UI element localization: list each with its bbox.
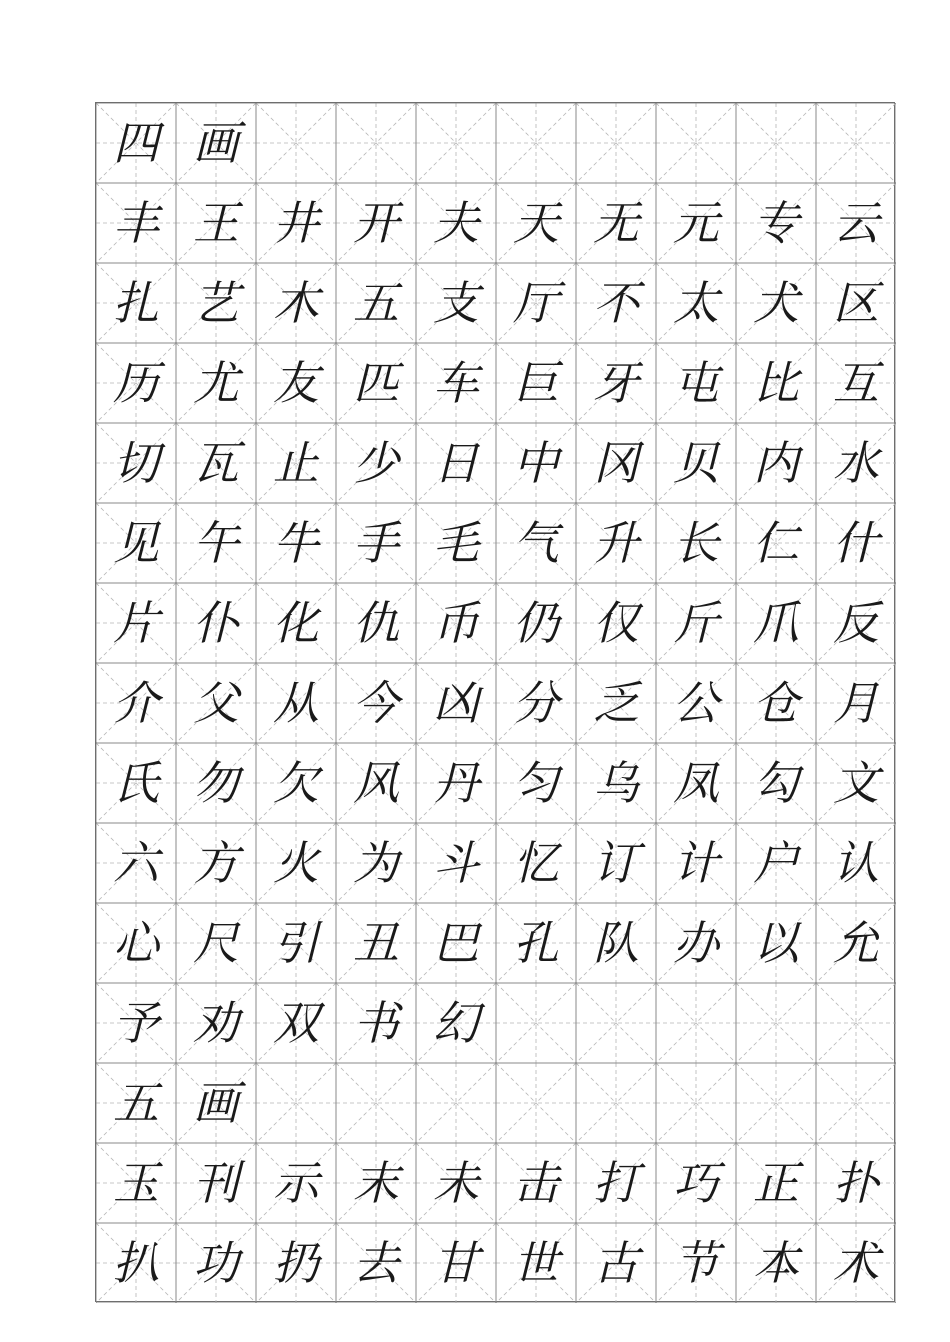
character-cell: 太 xyxy=(673,276,719,330)
character-cell: 长 xyxy=(673,516,719,570)
character-cell: 幻 xyxy=(433,996,479,1050)
character-cell: 切 xyxy=(113,436,159,490)
character-cell: 扒 xyxy=(113,1236,159,1290)
character-cell: 不 xyxy=(593,276,639,330)
character-cell: 扎 xyxy=(113,276,159,330)
character-cell: 仍 xyxy=(513,596,559,650)
character-cell: 日 xyxy=(433,436,479,490)
character-cell: 巧 xyxy=(673,1156,719,1210)
character-cell: 正 xyxy=(753,1156,799,1210)
character-cell: 匀 xyxy=(513,756,559,810)
character-cell: 区 xyxy=(833,276,879,330)
character-cell: 斤 xyxy=(673,596,719,650)
character-cell: 水 xyxy=(833,436,879,490)
character-cell: 功 xyxy=(193,1236,239,1290)
character-cell: 车 xyxy=(433,356,479,410)
character-cell: 云 xyxy=(833,196,879,250)
character-row xyxy=(96,183,896,263)
character-cell: 队 xyxy=(593,916,639,970)
character-cell: 王 xyxy=(193,196,239,250)
character-row xyxy=(96,983,896,1063)
character-cell: 仁 xyxy=(753,516,799,570)
character-cell: 击 xyxy=(513,1156,559,1210)
character-cell: 天 xyxy=(513,196,559,250)
character-cell: 以 xyxy=(753,916,799,970)
character-cell: 引 xyxy=(273,916,319,970)
character-cell: 介 xyxy=(113,676,159,730)
character-cell: 五 xyxy=(113,1076,159,1130)
character-cell: 乌 xyxy=(593,756,639,810)
character-row xyxy=(96,1063,896,1143)
character-cell: 术 xyxy=(833,1236,879,1290)
character-cell: 历 xyxy=(113,356,159,410)
character-cell: 计 xyxy=(673,836,719,890)
character-cell: 公 xyxy=(673,676,719,730)
character-cell: 火 xyxy=(273,836,319,890)
character-cell: 画 xyxy=(193,116,239,170)
character-cell: 牛 xyxy=(273,516,319,570)
character-cell: 币 xyxy=(433,596,479,650)
character-cell: 冈 xyxy=(593,436,639,490)
character-cell: 无 xyxy=(593,196,639,250)
character-cell: 斗 xyxy=(433,836,479,890)
character-row xyxy=(96,263,896,343)
character-row xyxy=(96,743,896,823)
character-cell: 双 xyxy=(273,996,319,1050)
character-row xyxy=(96,1143,896,1223)
calligraphy-practice-sheet xyxy=(95,102,895,1302)
character-cell: 匹 xyxy=(353,356,399,410)
character-cell: 化 xyxy=(273,596,319,650)
character-cell: 井 xyxy=(273,196,319,250)
character-cell: 玉 xyxy=(113,1156,159,1210)
character-cell: 巴 xyxy=(433,916,479,970)
character-cell: 凤 xyxy=(673,756,719,810)
character-cell: 元 xyxy=(673,196,719,250)
character-cell: 屯 xyxy=(673,356,719,410)
character-cell: 少 xyxy=(353,436,399,490)
character-cell: 丰 xyxy=(113,196,159,250)
character-cell: 艺 xyxy=(193,276,239,330)
character-row xyxy=(96,903,896,983)
character-cell: 比 xyxy=(753,356,799,410)
character-cell: 勿 xyxy=(193,756,239,810)
character-cell: 爪 xyxy=(753,596,799,650)
character-cell: 末 xyxy=(353,1156,399,1210)
character-cell: 凶 xyxy=(433,676,479,730)
character-cell: 扔 xyxy=(273,1236,319,1290)
character-cell: 予 xyxy=(113,996,159,1050)
character-cell: 甘 xyxy=(433,1236,479,1290)
character-cell: 欠 xyxy=(273,756,319,810)
character-cell: 支 xyxy=(433,276,479,330)
character-cell: 本 xyxy=(753,1236,799,1290)
character-cell: 分 xyxy=(513,676,559,730)
character-cell: 为 xyxy=(353,836,399,890)
character-cell: 认 xyxy=(833,836,879,890)
character-cell: 中 xyxy=(513,436,559,490)
character-cell: 什 xyxy=(833,516,879,570)
character-cell: 古 xyxy=(593,1236,639,1290)
character-cell: 勾 xyxy=(753,756,799,810)
character-cell: 未 xyxy=(433,1156,479,1210)
character-cell: 扑 xyxy=(833,1156,879,1210)
character-row xyxy=(96,343,896,423)
character-cell: 反 xyxy=(833,596,879,650)
character-cell: 五 xyxy=(353,276,399,330)
character-cell: 去 xyxy=(353,1236,399,1290)
character-row xyxy=(96,503,896,583)
character-cell: 毛 xyxy=(433,516,479,570)
character-cell: 互 xyxy=(833,356,879,410)
character-cell: 办 xyxy=(673,916,719,970)
character-cell: 世 xyxy=(513,1236,559,1290)
character-cell: 示 xyxy=(273,1156,319,1210)
character-cell: 心 xyxy=(113,916,159,970)
character-row xyxy=(96,663,896,743)
character-cell: 仓 xyxy=(753,676,799,730)
character-cell: 片 xyxy=(113,596,159,650)
character-cell: 乏 xyxy=(593,676,639,730)
character-cell: 节 xyxy=(673,1236,719,1290)
character-cell: 劝 xyxy=(193,996,239,1050)
character-cell: 瓦 xyxy=(193,436,239,490)
character-cell: 六 xyxy=(113,836,159,890)
character-cell: 牙 xyxy=(593,356,639,410)
character-cell: 犬 xyxy=(753,276,799,330)
character-cell: 尤 xyxy=(193,356,239,410)
character-cell: 厅 xyxy=(513,276,559,330)
character-cell: 手 xyxy=(353,516,399,570)
character-cell: 孔 xyxy=(513,916,559,970)
character-cell: 允 xyxy=(833,916,879,970)
character-cell: 从 xyxy=(273,676,319,730)
character-row xyxy=(96,1223,896,1303)
character-cell: 四 xyxy=(113,116,159,170)
character-cell: 订 xyxy=(593,836,639,890)
character-cell: 尺 xyxy=(193,916,239,970)
character-cell: 友 xyxy=(273,356,319,410)
character-cell: 午 xyxy=(193,516,239,570)
character-row xyxy=(96,103,896,183)
character-cell: 氏 xyxy=(113,756,159,810)
character-cell: 忆 xyxy=(513,836,559,890)
character-cell: 月 xyxy=(833,676,879,730)
character-row xyxy=(96,823,896,903)
character-cell: 气 xyxy=(513,516,559,570)
character-cell: 见 xyxy=(113,516,159,570)
character-cell: 夫 xyxy=(433,196,479,250)
character-cell: 贝 xyxy=(673,436,719,490)
character-row xyxy=(96,423,896,503)
character-cell: 内 xyxy=(753,436,799,490)
character-cell: 刊 xyxy=(193,1156,239,1210)
character-cell: 文 xyxy=(833,756,879,810)
character-cell: 木 xyxy=(273,276,319,330)
character-cell: 风 xyxy=(353,756,399,810)
character-cell: 户 xyxy=(753,836,799,890)
character-cell: 开 xyxy=(353,196,399,250)
character-cell: 今 xyxy=(353,676,399,730)
character-row xyxy=(96,583,896,663)
character-cell: 丹 xyxy=(433,756,479,810)
character-cell: 书 xyxy=(353,996,399,1050)
character-cell: 丑 xyxy=(353,916,399,970)
character-cell: 升 xyxy=(593,516,639,570)
character-cell: 画 xyxy=(193,1076,239,1130)
character-cell: 仅 xyxy=(593,596,639,650)
character-cell: 仇 xyxy=(353,596,399,650)
character-cell: 专 xyxy=(753,196,799,250)
character-cell: 巨 xyxy=(513,356,559,410)
character-cell: 仆 xyxy=(193,596,239,650)
character-cell: 父 xyxy=(193,676,239,730)
character-cell: 打 xyxy=(593,1156,639,1210)
character-cell: 方 xyxy=(193,836,239,890)
character-cell: 止 xyxy=(273,436,319,490)
